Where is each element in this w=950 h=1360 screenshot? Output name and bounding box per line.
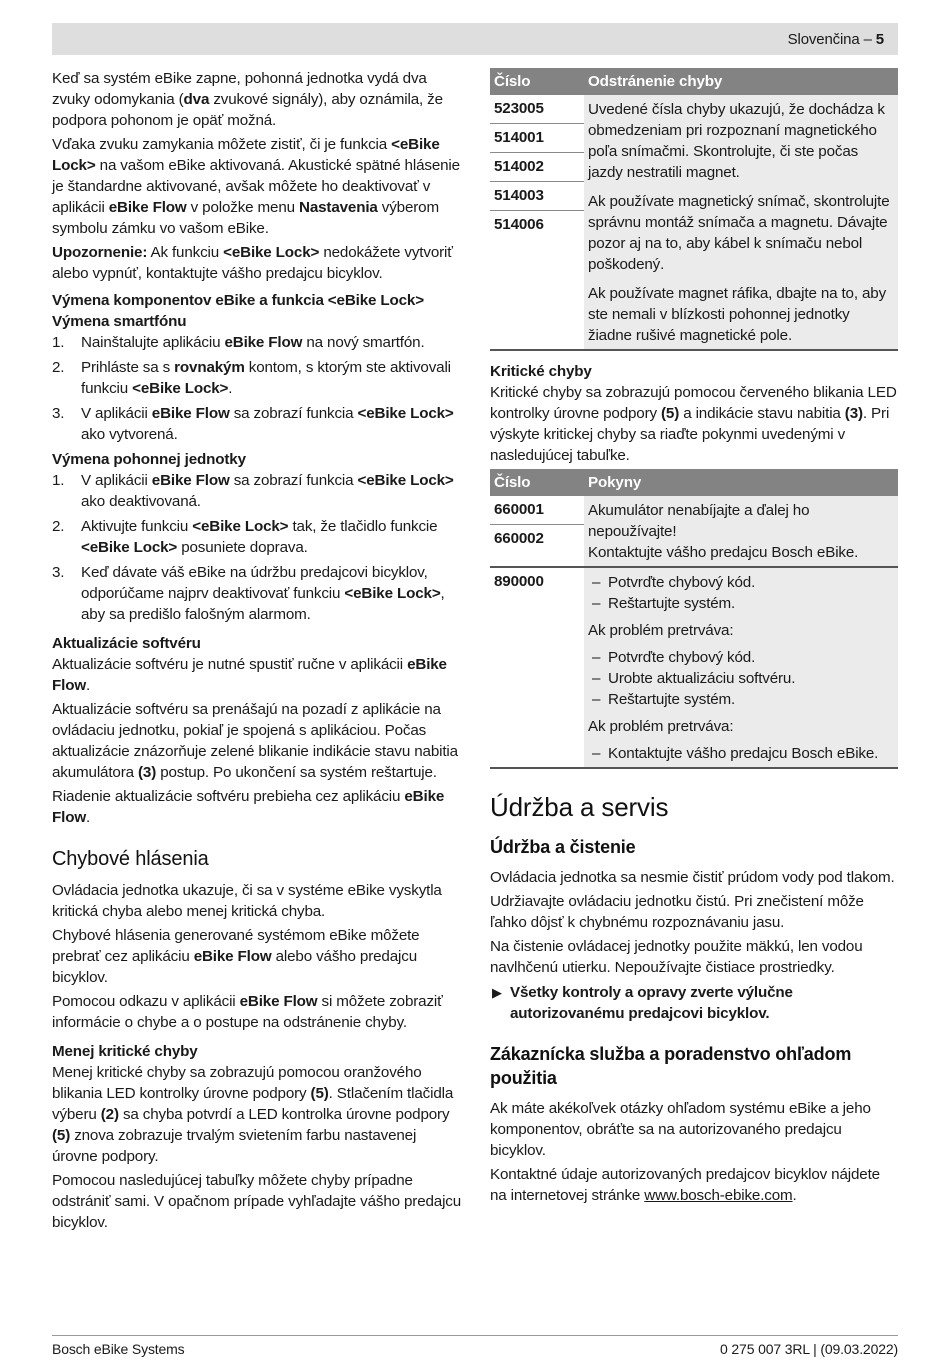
list-item: – Reštartujte systém. [592, 691, 736, 708]
paragraph-unlock-sounds: Keď sa systém eBike zapne, pohonná jednotka vydá dva zvuky odomykania (dva zvukové signály), aby oznámila, že podpora pohonom je opäť možná. [52, 70, 443, 129]
column-header-fix: Odstránenie chyby [584, 68, 898, 95]
instructions-cell [584, 567, 898, 768]
table-row [490, 567, 898, 768]
heading-component-replacement: Výmena komponentov eBike a funkcia <eBike Lock> [52, 292, 424, 309]
footer-company: Bosch eBike Systems [52, 1341, 185, 1357]
paragraph-lock-sound: Vďaka zvuku zamykania môžete zistiť, či je funkcia <eBike Lock> na vašom eBike aktivovaná. Akustické spätné hlásenie je štandardne aktivované, avšak môžete ho deaktivovať v aplikácii eBike Flow v položke menu Nastavenia výberom symbolu zámku vo vašom eBike. [52, 136, 460, 237]
paragraph-errors-3: Pomocou odkazu v aplikácii eBike Flow si môžete zobraziť informácie o chybe a o postupe na odstránenie chyby. [52, 993, 443, 1031]
column-header-number: Číslo [490, 469, 584, 496]
column-header-instructions: Pokyny [584, 469, 898, 496]
list-item: 1. Nainštalujte aplikáciu eBike Flow na nový smartfón. [52, 334, 425, 351]
table-row [490, 496, 898, 567]
if-persists-text: Ak problém pretrváva: [588, 622, 734, 639]
list-item: 1. V aplikácii eBike Flow sa zobrazí funkcia <eBike Lock> ako deaktivovaná. [52, 472, 454, 510]
list-item: – Kontaktujte vášho predajcu Bosch eBike. [592, 745, 879, 762]
table-header-row [490, 469, 898, 496]
instruction-list [588, 743, 894, 764]
list-item: 3. V aplikácii eBike Flow sa zobrazí funkcia <eBike Lock> ako vytvorená. [52, 405, 454, 443]
list-item: – Potvrďte chybový kód. [592, 574, 756, 591]
if-persists-text: Ak problém pretrváva: [588, 718, 734, 735]
warning-note: ▶ Všetky kontroly a opravy zverte výlučne autorizovanému predajcovi bicyklov. [492, 984, 793, 1022]
paragraph-errors-1: Ovládacia jednotka ukazuje, či sa v systéme eBike vyskytla kritická chyba alebo menej kritická chyba. [52, 882, 442, 920]
heading-less-critical-errors: Menej kritické chyby [52, 1043, 198, 1060]
list-item: – Reštartujte systém. [592, 595, 736, 612]
footer-divider [52, 1335, 898, 1336]
heading-drive-unit-replacement: Výmena pohonnej jednotky [52, 451, 246, 468]
error-code: 523005 [490, 95, 584, 124]
instruction-list [588, 647, 894, 710]
error-code-cell [490, 95, 584, 350]
list-item: 3. Keď dávate váš eBike na údržbu predajcovi bicyklov, odporúčame najprv deaktivovať funkciu <eBike Lock>, aby sa predišlo falošným alarmom. [52, 564, 445, 623]
critical-error-table [490, 469, 898, 769]
error-fix-table [490, 68, 898, 351]
page-number: 5 [875, 31, 884, 48]
header-separator: – [859, 31, 876, 48]
list-item: 2. Aktivujte funkciu <eBike Lock> tak, že tlačidlo funkcie <eBike Lock> posuniete doprava. [52, 518, 438, 556]
instruction-text: Kontaktujte vášho predajcu Bosch eBike. [588, 544, 859, 561]
header-label [788, 29, 884, 50]
heading-smartphone-replacement: Výmena smartfónu [52, 313, 187, 330]
list-item: – Urobte aktualizáciu softvéru. [592, 670, 796, 687]
drive-unit-steps [52, 470, 462, 625]
paragraph-less-critical-1: Menej kritické chyby sa zobrazujú pomocou oranžového blikania LED kontrolky úrovne podpory (5). Stlačením tlačidla výberu (2) sa chyba potvrdí a LED kontrolka úrovne podpory (5) znova zobrazuje trvalým svietením farbu nastavenej úrovne podpory. [52, 1064, 454, 1165]
paragraph-cleaning-1: Ovládacia jednotka sa nesmie čistiť prúdom vody pod tlakom. [490, 869, 895, 886]
paragraph-errors-2: Chybové hlásenia generované systémom eBike môžete prebrať cez aplikáciu eBike Flow alebo vášho predajcu bicyklov. [52, 927, 420, 986]
error-code: 660001 [490, 496, 584, 525]
error-fix-cell [584, 95, 898, 350]
paragraph-update-3: Riadenie aktualizácie softvéru prebieha cez aplikáciu eBike Flow. [52, 788, 445, 826]
fix-text: Ak používate magnet ráfika, dbajte na to, aby ste nemali v blízkosti pohonnej jednotky žiadne rušivé magnetické pole. [588, 285, 887, 344]
list-item: – Potvrďte chybový kód. [592, 649, 756, 666]
heading-maintenance-service: Údržba a servis [490, 792, 669, 822]
heading-software-updates: Aktualizácie softvéru [52, 635, 201, 652]
paragraph-service-2: Kontaktné údaje autorizovaných predajcov bicyklov nájdete na internetovej stránke www.bosch-ebike.com. [490, 1166, 880, 1204]
table-header-row [490, 68, 898, 95]
instructions-cell [584, 496, 898, 567]
heading-error-messages: Chybové hlásenia [52, 848, 209, 870]
heading-maintenance-cleaning: Údržba a čistenie [490, 837, 636, 857]
paragraph-less-critical-2: Pomocou nasledujúcej tabuľky môžete chyby prípadne odstrániť sami. V opačnom prípade vyhľadajte vášho predajcu bicyklov. [52, 1172, 462, 1231]
paragraph-note: Upozornenie: Ak funkciu <eBike Lock> nedokážete vytvoriť alebo vypnúť, kontaktujte vášho predajcu bicyklov. [52, 244, 453, 282]
error-code-cell [490, 567, 584, 768]
table-row [490, 95, 898, 350]
left-column [52, 68, 462, 1236]
smartphone-steps [52, 332, 462, 445]
triangle-bullet-icon: ▶ [492, 985, 502, 1000]
paragraph-cleaning-3: Na čistenie ovládacej jednotky použite mäkkú, len vodou navlhčenú utierku. Nepoužívajte čistiace prostriedky. [490, 938, 863, 976]
heading-critical-errors: Kritické chyby [490, 363, 592, 380]
instruction-text: Akumulátor nenabíjajte a ďalej ho nepoužívajte! [588, 502, 810, 540]
error-code: 514001 [490, 124, 584, 153]
footer-document-id: 0 275 007 3RL | (09.03.2022) [720, 1341, 898, 1357]
error-code: 514006 [494, 216, 544, 233]
error-code: 514002 [490, 153, 584, 182]
heading-customer-service: Zákaznícka služba a poradenstvo ohľadom použitia [490, 1044, 852, 1088]
column-header-number: Číslo [490, 68, 584, 95]
paragraph-update-1: Aktualizácie softvéru je nutné spustiť ručne v aplikácii eBike Flow. [52, 656, 447, 694]
page-header [52, 23, 898, 55]
error-code: 660002 [494, 530, 544, 547]
bosch-ebike-link[interactable]: www.bosch-ebike.com [644, 1187, 793, 1204]
error-code-cell [490, 496, 584, 567]
paragraph-critical: Kritické chyby sa zobrazujú pomocou červeného blikania LED kontrolky úrovne podpory (5) a indikácie stavu nabitia (3). Pri výskyte kritickej chyby sa riaďte pokynmi uvedenými v nasledujúcej tabuľke. [490, 384, 897, 464]
error-code: 890000 [494, 573, 544, 590]
paragraph-cleaning-2: Udržiavajte ovládaciu jednotku čistú. Pri znečistení môže ľahko dôjsť k chybnému rozpoznávaniu jasu. [490, 893, 864, 931]
fix-text: Uvedené čísla chyby ukazujú, že dochádza k obmedzeniam pri rozpoznaní magnetického poľa snímačmi. Skontrolujte, či ste počas jazdy nestratili magnet. [588, 101, 885, 181]
fix-text: Ak používate magnetický snímač, skontrolujte správnu montáž snímača a magnetu. Dávajte pozor aj na to, aby kábel k snímaču nebol poškodený. [588, 193, 890, 273]
right-column [490, 68, 898, 1209]
paragraph-update-2: Aktualizácie softvéru sa prenášajú na pozadí z aplikácie na ovládaciu jednotku, pokiaľ je spojená s aplikáciou. Počas aktualizácie znázorňuje zelené blikanie indikácie stavu nabitia akumulátora (3) postup. Po ukončení sa systém reštartuje. [52, 701, 458, 781]
paragraph-service-1: Ak máte akékoľvek otázky ohľadom systému eBike a jeho komponentov, obráťte sa na autorizovaného predajcu bicyklov. [490, 1100, 871, 1159]
error-code: 514003 [490, 182, 584, 211]
list-item: 2. Prihláste sa s rovnakým kontom, s ktorým ste aktivovali funkciu <eBike Lock>. [52, 359, 451, 397]
instruction-list [588, 572, 894, 614]
header-language: Slovenčina [787, 31, 860, 48]
